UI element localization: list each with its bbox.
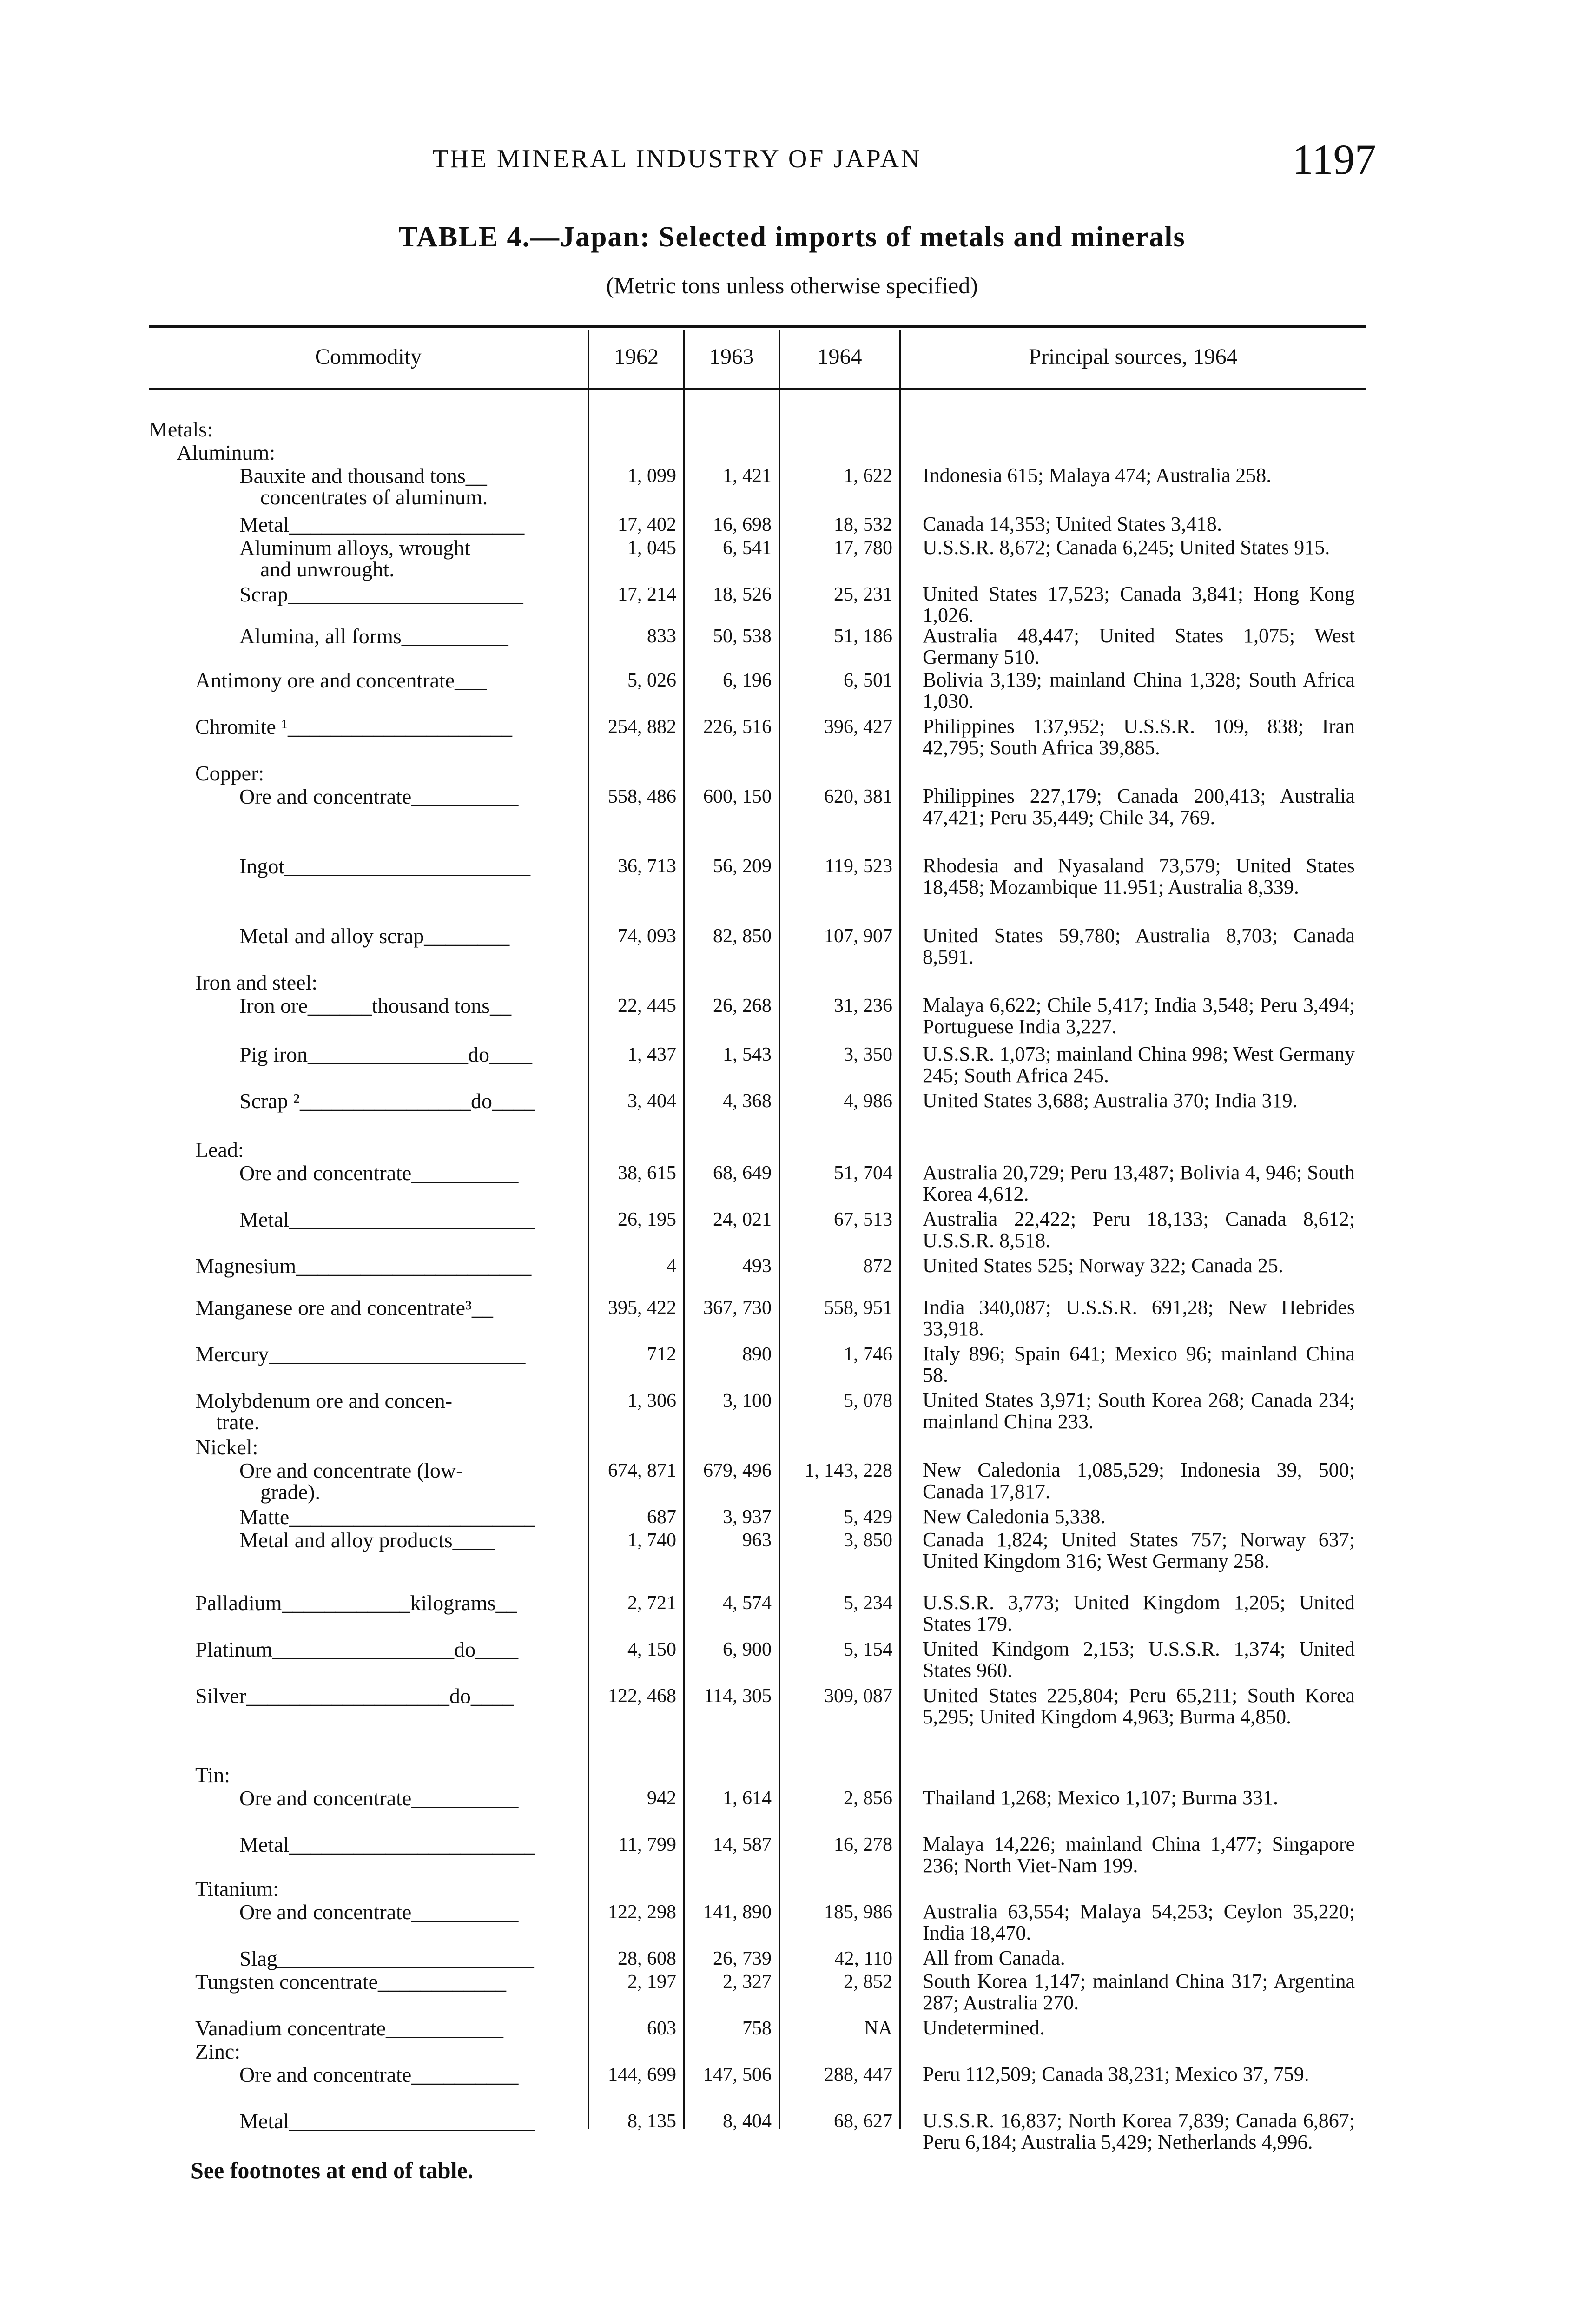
value-1964: 1, 622 (844, 465, 892, 487)
commodity-label: Magnesium______________________ (195, 1254, 532, 1278)
header-bottom-rule (149, 388, 1366, 390)
commodity-label: Mercury________________________ (195, 1342, 526, 1366)
value-1963: 8, 404 (723, 2111, 772, 2132)
commodity-label: Pig iron_______________do____ (239, 1043, 532, 1066)
value-1964: 1, 746 (844, 1344, 892, 1365)
principal-sources: Australia 20,729; Peru 13,487; Bolivia 4, 946; South Korea 4,612. (923, 1161, 1355, 1205)
value-1964: 185, 986 (824, 1901, 892, 1923)
commodity-label: Lead: (195, 1138, 244, 1162)
principal-sources: South Korea 1,147; mainland China 317; Argentina 287; Australia 270. (923, 1970, 1355, 2014)
value-1962: 144, 699 (608, 2064, 676, 2086)
page-number: 1197 (1292, 136, 1376, 183)
value-1964: 51, 704 (834, 1162, 892, 1184)
value-1964: 5, 154 (844, 1639, 892, 1660)
value-1964: 3, 350 (844, 1044, 892, 1065)
value-1963: 24, 021 (713, 1209, 772, 1230)
column-divider (779, 330, 780, 2129)
principal-sources: Thailand 1,268; Mexico 1,107; Burma 331. (923, 1786, 1278, 1809)
commodity-label: Iron and steel: (195, 971, 318, 994)
value-1962: 1, 740 (627, 1530, 676, 1551)
commodity-label: Aluminum: (177, 441, 276, 464)
commodity-label: Metal_______________________ (239, 1833, 535, 1856)
value-1964: 288, 447 (824, 2064, 892, 2086)
commodity-label: Metal______________________ (239, 513, 525, 536)
principal-sources: U.S.S.R. 16,837; North Korea 7,839; Canada 6,867; Peru 6,184; Australia 5,429; Netherlands 4,996. (923, 2109, 1355, 2153)
value-1962: 38, 615 (618, 1162, 676, 1184)
value-1964: NA (864, 2018, 892, 2039)
value-1963: 758 (742, 2018, 772, 2039)
principal-sources: United States 3,971; South Korea 268; Canada 234; mainland China 233. (923, 1389, 1355, 1433)
commodity-label: Ore and concentrate__________ (239, 1900, 519, 1924)
value-1963: 1, 614 (723, 1788, 772, 1809)
principal-sources: New Caledonia 5,338. (923, 1505, 1106, 1528)
principal-sources: Canada 1,824; United States 757; Norway 637; United Kingdom 316; West Germany 258. (923, 1528, 1355, 1572)
value-1964: 119, 523 (825, 856, 892, 877)
commodity-label: Nickel: (195, 1435, 258, 1459)
value-1962: 22, 445 (618, 995, 676, 1017)
value-1962: 603 (647, 2018, 676, 2039)
commodity-label: Iron ore______thousand tons__ (239, 994, 512, 1017)
commodity-label: Metal_______________________ (239, 1208, 535, 1231)
commodity-label: Ingot_______________________ (239, 854, 531, 878)
value-1964: 6, 501 (844, 670, 892, 691)
value-1962: 712 (647, 1344, 676, 1365)
commodity-label: Ore and concentrate__________ (239, 785, 519, 808)
value-1962: 4, 150 (627, 1639, 676, 1660)
value-1962: 8, 135 (627, 2111, 676, 2132)
commodity-label: Vanadium concentrate___________ (195, 2016, 503, 2040)
value-1964: 3, 850 (844, 1530, 892, 1551)
header-1964: 1964 (817, 344, 862, 369)
commodity-label: Metal_______________________ (239, 2109, 535, 2133)
value-1963: 2, 327 (723, 1971, 772, 1993)
value-1963: 3, 100 (723, 1390, 772, 1412)
value-1962: 942 (647, 1788, 676, 1809)
value-1963: 963 (742, 1530, 772, 1551)
value-1964: 68, 627 (834, 2111, 892, 2132)
value-1963: 147, 506 (703, 2064, 772, 2086)
principal-sources: U.S.S.R. 3,773; United Kingdom 1,205; United States 179. (923, 1591, 1355, 1635)
value-1963: 50, 538 (713, 626, 772, 647)
principal-sources: Undetermined. (923, 2016, 1045, 2039)
commodity-label: Bauxite and thousand tons__ (239, 464, 487, 488)
table-title: TABLE 4.—Japan: Selected imports of metals and minerals (398, 221, 1186, 253)
principal-sources: U.S.S.R. 8,672; Canada 6,245; United States 915. (923, 536, 1330, 559)
value-1964: 31, 236 (834, 995, 892, 1017)
value-1964: 16, 278 (834, 1834, 892, 1855)
value-1963: 3, 937 (723, 1506, 772, 1528)
commodity-label: Aluminum alloys, wrought (239, 536, 471, 560)
commodity-label: Silver___________________do____ (195, 1684, 514, 1708)
commodity-label: Zinc: (195, 2040, 241, 2063)
value-1964: 17, 780 (834, 537, 892, 559)
principal-sources: Australia 63,554; Malaya 54,253; Ceylon 35,220; India 18,470. (923, 1900, 1355, 1944)
column-divider (899, 330, 901, 2129)
value-1962: 5, 026 (627, 670, 676, 691)
commodity-label: Molybdenum ore and concen- (195, 1389, 453, 1413)
value-1963: 18, 526 (713, 584, 772, 605)
principal-sources: United States 225,804; Peru 65,211; South Korea 5,295; United Kingdom 4,963; Burma 4,850. (923, 1684, 1355, 1728)
value-1963: 493 (742, 1255, 772, 1277)
value-1964: 872 (863, 1255, 892, 1277)
value-1962: 17, 402 (618, 514, 676, 535)
value-1964: 1, 143, 228 (805, 1460, 892, 1481)
commodity-label: Slag________________________ (239, 1947, 534, 1970)
header-1963: 1963 (709, 344, 754, 369)
value-1963: 1, 421 (723, 465, 772, 487)
principal-sources: Indonesia 615; Malaya 474; Australia 258. (923, 464, 1272, 487)
commodity-label: Metal and alloy products____ (239, 1528, 495, 1552)
principal-sources: United States 17,523; Canada 3,841; Hong Kong 1,026. (923, 582, 1355, 627)
value-1962: 74, 093 (618, 925, 676, 947)
commodity-label: Matte_______________________ (239, 1505, 535, 1529)
value-1963: 600, 150 (703, 786, 772, 807)
value-1963: 68, 649 (713, 1162, 772, 1184)
header-commodity: Commodity (315, 344, 422, 369)
value-1964: 5, 078 (844, 1390, 892, 1412)
value-1964: 2, 852 (844, 1971, 892, 1993)
value-1962: 674, 871 (608, 1460, 676, 1481)
principal-sources: United States 3,688; Australia 370; India 319. (923, 1089, 1298, 1112)
principal-sources: Italy 896; Spain 641; Mexico 96; mainland China 58. (923, 1342, 1355, 1386)
value-1962: 11, 799 (618, 1834, 676, 1855)
value-1963: 26, 268 (713, 995, 772, 1017)
value-1964: 4, 986 (844, 1090, 892, 1112)
value-1963: 4, 574 (723, 1592, 772, 1614)
column-divider (683, 330, 685, 2129)
value-1962: 254, 882 (608, 716, 676, 738)
value-1964: 558, 951 (824, 1297, 892, 1319)
principal-sources: Bolivia 3,139; mainland China 1,328; South Africa 1,030. (923, 668, 1355, 713)
value-1964: 620, 381 (824, 786, 892, 807)
value-1964: 5, 234 (844, 1592, 892, 1614)
value-1962: 122, 468 (608, 1685, 676, 1707)
running-head (0, 135, 1584, 186)
commodity-label-continued: trate. (216, 1410, 260, 1434)
commodity-label-continued: grade). (260, 1480, 320, 1504)
value-1963: 226, 516 (703, 716, 772, 738)
commodity-label: Chromite ¹_____________________ (195, 715, 513, 739)
principal-sources: New Caledonia 1,085,529; Indonesia 39, 500; Canada 17,817. (923, 1459, 1355, 1503)
value-1963: 141, 890 (703, 1901, 772, 1923)
value-1962: 395, 422 (608, 1297, 676, 1319)
value-1963: 4, 368 (723, 1090, 772, 1112)
value-1962: 687 (647, 1506, 676, 1528)
value-1964: 107, 907 (824, 925, 892, 947)
principal-sources: Rhodesia and Nyasaland 73,579; United States 18,458; Mozambique 11.951; Australia 8,339. (923, 854, 1355, 898)
value-1962: 2, 721 (627, 1592, 676, 1614)
commodity-label: Ore and concentrate__________ (239, 1786, 519, 1810)
value-1963: 16, 698 (713, 514, 772, 535)
value-1962: 4 (667, 1255, 676, 1277)
commodity-label: Tungsten concentrate____________ (195, 1970, 507, 1994)
commodity-label: Antimony ore and concentrate___ (195, 668, 487, 692)
commodity-label: Metals: (149, 417, 213, 441)
commodity-label: Scrap______________________ (239, 582, 523, 606)
value-1962: 122, 298 (608, 1901, 676, 1923)
value-1964: 51, 186 (834, 626, 892, 647)
principal-sources: United States 59,780; Australia 8,703; Canada 8,591. (923, 924, 1355, 968)
footnote-note: See footnotes at end of table. (191, 2157, 474, 2183)
principal-sources: All from Canada. (923, 1947, 1065, 1969)
value-1964: 309, 087 (824, 1685, 892, 1707)
principal-sources: Malaya 14,226; mainland China 1,477; Singapore 236; North Viet-Nam 199. (923, 1833, 1355, 1877)
value-1963: 26, 739 (713, 1948, 772, 1969)
value-1963: 6, 541 (723, 537, 772, 559)
value-1962: 28, 608 (618, 1948, 676, 1969)
header-1962: 1962 (614, 344, 659, 369)
value-1963: 890 (742, 1344, 772, 1365)
value-1963: 1, 543 (723, 1044, 772, 1065)
column-divider (588, 330, 589, 2129)
commodity-label: Ore and concentrate__________ (239, 1161, 519, 1185)
principal-sources: U.S.S.R. 1,073; mainland China 998; West Germany 245; South Africa 245. (923, 1043, 1355, 1087)
commodity-label: Ore and concentrate (low- (239, 1459, 463, 1482)
value-1962: 1, 437 (627, 1044, 676, 1065)
value-1964: 42, 110 (834, 1948, 892, 1969)
commodity-label: Copper: (195, 761, 264, 785)
principal-sources: Philippines 137,952; U.S.S.R. 109, 838; Iran 42,795; South Africa 39,885. (923, 715, 1355, 759)
commodity-label: Titanium: (195, 1877, 279, 1901)
value-1962: 26, 195 (618, 1209, 676, 1230)
value-1964: 67, 513 (834, 1209, 892, 1230)
commodity-label: Scrap ²________________do____ (239, 1089, 535, 1113)
value-1964: 18, 532 (834, 514, 892, 535)
principal-sources: Australia 22,422; Peru 18,133; Canada 8,612; U.S.S.R. 8,518. (923, 1208, 1355, 1252)
value-1964: 396, 427 (824, 716, 892, 738)
commodity-label: Platinum_________________do____ (195, 1637, 519, 1661)
principal-sources: India 340,087; U.S.S.R. 691,28; New Hebrides 33,918. (923, 1296, 1355, 1340)
value-1963: 367, 730 (703, 1297, 772, 1319)
value-1962: 3, 404 (627, 1090, 676, 1112)
table-subtitle: (Metric tons unless otherwise specified) (606, 272, 978, 298)
principal-sources: Peru 112,509; Canada 38,231; Mexico 37, 759. (923, 2063, 1309, 2086)
value-1964: 2, 856 (844, 1788, 892, 1809)
value-1963: 6, 900 (723, 1639, 772, 1660)
commodity-label: Alumina, all forms__________ (239, 624, 508, 648)
value-1963: 14, 587 (713, 1834, 772, 1855)
value-1962: 1, 306 (627, 1390, 676, 1412)
value-1962: 36, 713 (618, 856, 676, 877)
running-title: THE MINERAL INDUSTRY OF JAPAN (432, 145, 922, 173)
principal-sources: United Kindgom 2,153; U.S.S.R. 1,374; United States 960. (923, 1637, 1355, 1682)
table-top-rule (149, 325, 1366, 328)
value-1964: 5, 429 (844, 1506, 892, 1528)
principal-sources: Philippines 227,179; Canada 200,413; Australia 47,421; Peru 35,449; Chile 34, 769. (923, 785, 1355, 829)
commodity-label: Ore and concentrate__________ (239, 2063, 519, 2086)
commodity-label: Manganese ore and concentrate³__ (195, 1296, 493, 1320)
value-1962: 558, 486 (608, 786, 676, 807)
principal-sources: Australia 48,447; United States 1,075; West Germany 510. (923, 624, 1355, 668)
value-1963: 56, 209 (713, 856, 772, 877)
value-1963: 679, 496 (703, 1460, 772, 1481)
commodity-label-continued: and unwrought. (260, 557, 395, 581)
header-principal-sources: Principal sources, 1964 (1029, 344, 1238, 369)
commodity-label: Metal and alloy scrap________ (239, 924, 510, 948)
principal-sources: Malaya 6,622; Chile 5,417; India 3,548; Peru 3,494; Portuguese India 3,227. (923, 994, 1355, 1038)
principal-sources: United States 525; Norway 322; Canada 25. (923, 1254, 1283, 1277)
value-1963: 6, 196 (723, 670, 772, 691)
value-1964: 25, 231 (834, 584, 892, 605)
principal-sources: Canada 14,353; United States 3,418. (923, 513, 1222, 535)
value-1962: 1, 099 (627, 465, 676, 487)
value-1962: 17, 214 (618, 584, 676, 605)
value-1962: 2, 197 (627, 1971, 676, 1993)
commodity-label: Palladium____________kilograms__ (195, 1591, 517, 1615)
value-1962: 1, 045 (627, 537, 676, 559)
value-1963: 82, 850 (713, 925, 772, 947)
value-1963: 114, 305 (704, 1685, 772, 1707)
commodity-label: Tin: (195, 1763, 231, 1787)
value-1962: 833 (647, 626, 676, 647)
commodity-label-continued: concentrates of aluminum. (260, 485, 488, 509)
